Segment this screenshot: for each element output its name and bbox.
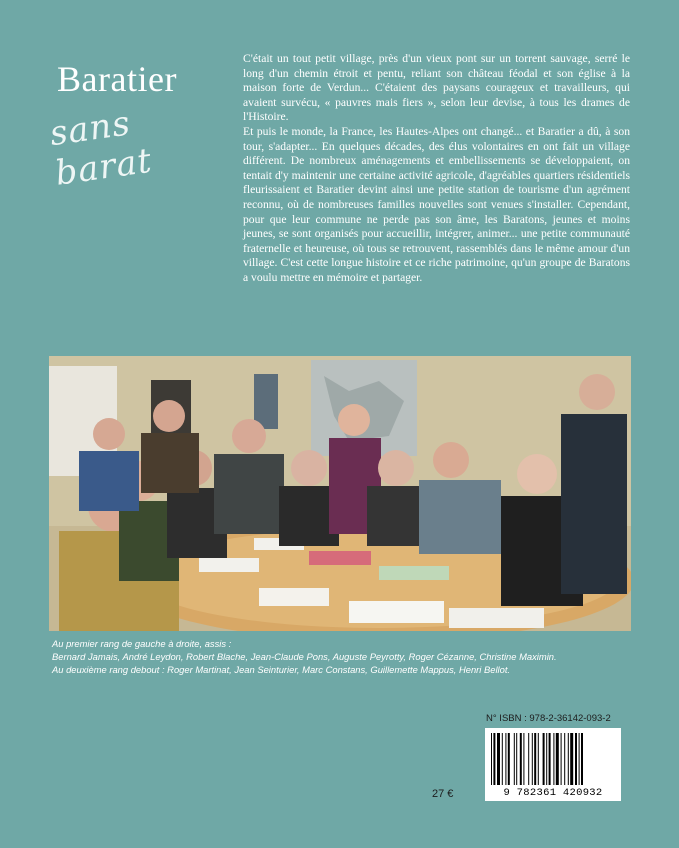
back-cover-blurb bbox=[243, 52, 630, 286]
caption-line-1: Au premier rang de gauche à droite, assis : bbox=[52, 638, 232, 649]
book-subtitle: sans barat bbox=[47, 103, 155, 194]
book-title-block bbox=[47, 58, 227, 194]
barcode-digits: 9 782361 420932 bbox=[503, 787, 603, 799]
group-photo bbox=[49, 356, 631, 631]
caption-line-2: Bernard Jamais, André Leydon, Robert Blache, Jean-Claude Pons, Auguste Peyrotty, Roger Cézanne, Christine Maximin. bbox=[52, 651, 557, 662]
isbn-label: N° ISBN : 978-2-36142-093-2 bbox=[486, 713, 611, 724]
barcode bbox=[485, 728, 621, 801]
photo-captions bbox=[52, 637, 632, 676]
caption-line-3: Au deuxième rang debout : Roger Martinat, Jean Seinturier, Marc Constans, Guillemette Mappus, Henri Bellot. bbox=[52, 664, 511, 675]
price: 27 € bbox=[432, 788, 454, 800]
blurb-paragraph-2: Et puis le monde, la France, les Hautes-Alpes ont changé... et Baratier a dû, à son tour, s'adapter... En quelques décades, des élus volontaires en ont fait un village différent. De nombreux aménagements et embellissements se développaient, on tentait d'y maintenir une certaine activité agricole, d'agréables quartiers résidentiels fleurissaient et Baratier devint ainsi une petite station de tourisme d'un agrément reconnu, où de nombreuses familles nouvelles sont venues s'installer. Cependant, pour que leur commune ne perde pas son âme, les Baratons, jeunes et moins jeunes, se sont organisés pour accueillir, intégrer, animer... une petite communauté fraternelle et heureuse, où tous se retrouvent, rassemblés dans le même amour d'un village. C'est cette longue histoire et ce riche patrimoine, qu'un groupe de Baratons a voulu mettre en mémoire et partager. bbox=[243, 124, 630, 284]
book-title: Baratier bbox=[57, 59, 177, 99]
blurb-paragraph-1: C'était un tout petit village, près d'un vieux pont sur un torrent sauvage, serré le long d'un chemin étroit et pentu, reliant son château féodal et son église à la maison forte de Verdun... C'étaient des paysans courageux et travailleurs, qui avaient survécu, « pauvres mais fiers », selon leur devise, à tous les drames de l'Histoire. bbox=[243, 52, 630, 124]
